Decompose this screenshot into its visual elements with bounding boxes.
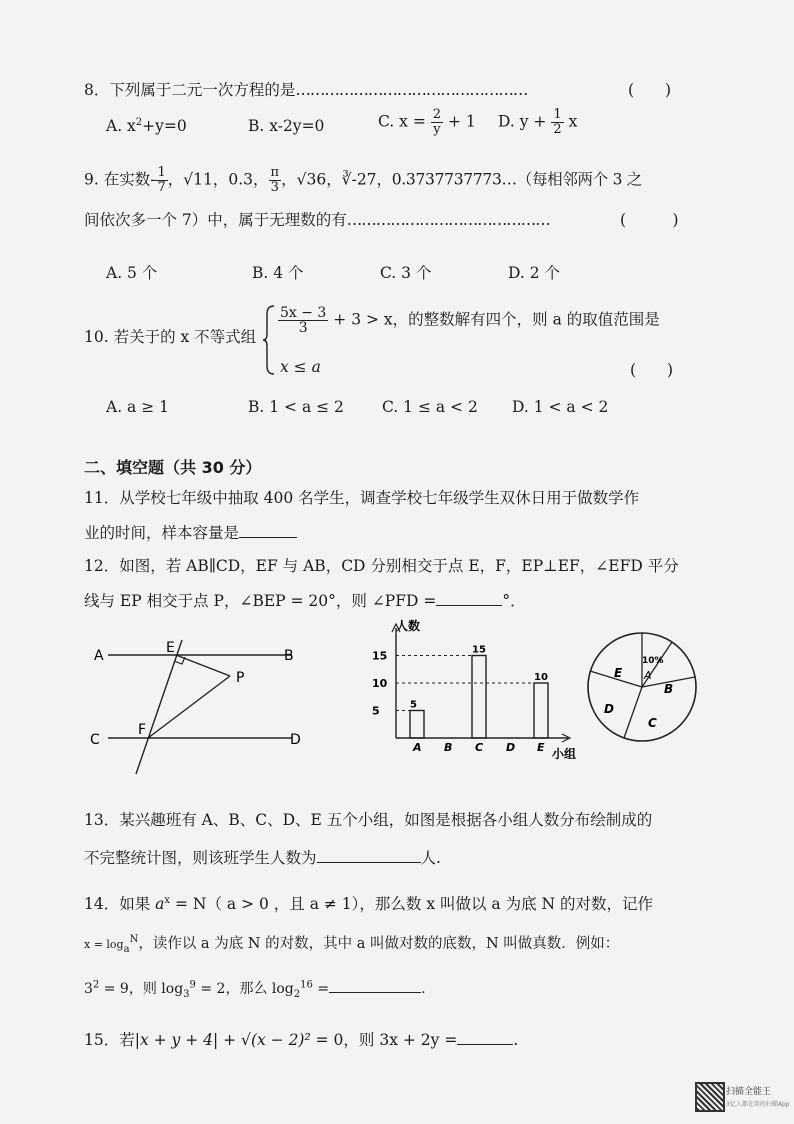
q8-option-a: A. $x^2+y=0$ [106, 117, 187, 136]
data-label-a: 5 [410, 699, 417, 711]
x-axis-label: 小组 [552, 747, 577, 761]
q8-option-c: C. x = $\frac{2}{y}$ + 1 [378, 107, 476, 137]
bar-e [534, 683, 548, 738]
q9-option-c: C. 3 个 [380, 264, 432, 282]
y-tick-label: 5 [372, 704, 380, 718]
pie-chart [584, 615, 704, 765]
q9-answer-paren: ( ) [620, 211, 679, 229]
label-c: C [90, 732, 100, 748]
q13-line1: 13．某兴趣班有 A、B、C、D、E 五个小组，如图是根据各小组人数分布绘制成的 [84, 811, 653, 829]
q9-option-b: B. 4 个 [252, 264, 304, 282]
data-label-c: 15 [472, 644, 486, 656]
q8-stem: 8．下列属于二元一次方程的是………………………………………… [84, 81, 528, 99]
q8-option-d: D. y + $\frac{1}{2}$ x [498, 107, 578, 137]
q14-line2: $x = \log_a^N$，读作以 a 为底 N 的对数，其中 a 叫做对数的底数，N 叫做真数．例如： [84, 934, 620, 955]
q15-line: 15．若|x + y + 4| + √(x − 2)² = 0，则 3x + 2y = . [84, 1031, 519, 1049]
q10-answer-paren: ( ) [630, 361, 674, 379]
category-label-d: D [506, 741, 516, 754]
bar-chart [360, 618, 580, 768]
y-tick-label: 15 [372, 649, 388, 663]
section-fill-in-title: 二、填空题（共 30 分） [84, 458, 262, 477]
q14-line3: $3^2 = 9$，则 $\log_3^9 = 2$，那么 $\log_2^{16}$ = . [84, 979, 426, 1000]
q10-brace [262, 304, 276, 376]
label-f: F [138, 722, 147, 738]
scanner-watermark: 扫描全能王 3亿人都在用的扫描App [726, 1087, 790, 1108]
q11-line2: 业的时间，样本容量是 [84, 521, 297, 543]
label-e: E [166, 640, 175, 656]
pie-label-e: E [614, 666, 623, 680]
y-tick-label: 10 [372, 677, 388, 690]
q9-stem-line1: 9. 在实数- $\frac{1}{7}$ ，√11，0.3， $\frac{\pi}{3}$ ，√36，∛-27，0.3737737773…（每相邻两个 3 之 [84, 165, 642, 195]
pie-label-d: D [604, 702, 614, 716]
category-label-e: E [537, 741, 545, 754]
q13-line2: 不完整统计图，则该班学生人数为 人. [84, 849, 441, 867]
q8-answer-paren: ( ) [628, 81, 672, 99]
q10-option-c: C. 1 ≤ a < 2 [382, 398, 478, 416]
q10-option-a: A. a ≥ 1 [106, 398, 169, 416]
q10-option-b: B. 1 < a ≤ 2 [248, 398, 344, 416]
pie-label-c: C [648, 716, 657, 730]
q10-inequality-2: x ≤ a [280, 358, 321, 376]
label-d: D [290, 732, 301, 748]
q8-option-b: B. x-2y=0 [248, 117, 325, 135]
q12-line1: 12．如图，若 AB∥CD，EF 与 AB，CD 分别相交于点 E，F，EP⊥EF，∠EFD 平分 [84, 557, 679, 575]
category-label-a: A [413, 741, 422, 754]
q9-stem-line2: 间依次多一个 7）中，属于无理数的有…………………………………… [84, 211, 550, 229]
label-a: A [94, 648, 104, 664]
q9-option-d: D. 2 个 [508, 264, 561, 282]
pie-label-a: A [644, 669, 652, 682]
y-axis-label: 人数 [396, 619, 421, 633]
bar-a [410, 711, 424, 739]
geometry-figure [86, 638, 326, 780]
pie-label-b: B [664, 682, 674, 696]
qr-code [695, 1082, 725, 1112]
category-label-b: B [444, 741, 453, 754]
q10-option-d: D. 1 < a < 2 [512, 398, 609, 416]
label-p: P [236, 670, 245, 686]
data-label-e: 10 [534, 672, 548, 683]
category-label-c: C [475, 741, 484, 754]
q14-line1: 14．如果 $a^x = N$（ a > 0 ，且 a ≠ 1），那么数 x 叫做以 a 为底 N 的对数，记作 [84, 894, 653, 913]
q10-inequality-1: $\frac{5x - 3}{3}$ + 3 > x，的整数解有四个，则 a 的取值范围是 [280, 305, 660, 336]
bar-c [472, 656, 486, 739]
q10-stem: 10. 若关于的 x 不等式组 [84, 328, 257, 346]
q9-option-a: A. 5 个 [106, 264, 158, 282]
pie-pct-label: 10% [642, 656, 664, 666]
label-b: B [284, 648, 294, 664]
q12-line2: 线与 EP 相交于点 P，∠BEP = 20°，则 ∠PFD = °． [84, 592, 526, 610]
q11-line1: 11．从学校七年级中抽取 400 名学生，调查学校七年级学生双休日用于做数学作 [84, 489, 640, 507]
